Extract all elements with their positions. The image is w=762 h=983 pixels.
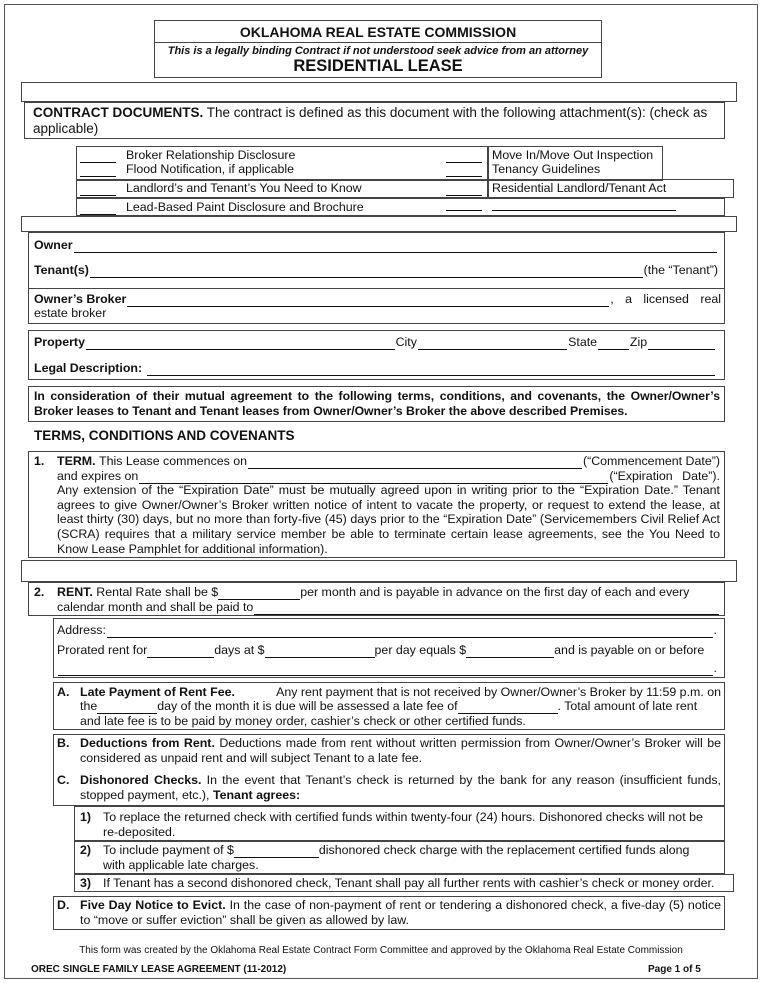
late-fee-the: the xyxy=(80,699,98,713)
deductions-label: Deductions from Rent. xyxy=(80,736,215,750)
prorated-label: Prorated rent for xyxy=(57,643,148,657)
paid-to-input[interactable] xyxy=(254,604,719,615)
page-number: Page 1 of 5 xyxy=(648,964,701,975)
payable-label: and is payable on or before xyxy=(554,643,705,657)
attachment-other[interactable] xyxy=(446,200,676,211)
days-at-label: days at $ xyxy=(214,643,265,657)
terms-heading: TERMS, CONDITIONS AND COVENANTS xyxy=(34,428,295,443)
late-fee-amount-input[interactable] xyxy=(458,703,558,714)
attachment-label: Flood Notification, if applicable xyxy=(126,162,295,176)
attachment-label: Landlord’s and Tenant’s You Need to Know xyxy=(126,181,362,195)
document-title: RESIDENTIAL LEASE xyxy=(293,57,463,75)
checkbox-blank[interactable] xyxy=(80,185,116,196)
property-input[interactable] xyxy=(86,339,395,350)
attachment-label: Lead-Based Paint Disclosure and Brochure xyxy=(126,200,364,214)
late-fee-text-1: Any rent payment that is not received by Owner/Owner’s Broker by 11:59 p.m. on xyxy=(276,685,721,699)
city-input[interactable] xyxy=(418,339,567,350)
legal-description-label: Legal Description: xyxy=(34,361,143,375)
attachment-label: Move In/Move Out Inspection xyxy=(492,148,654,162)
commencement-suffix: (“Commencement Date”) xyxy=(582,454,720,468)
commencement-date-input[interactable] xyxy=(248,458,582,469)
address-label: Address: xyxy=(57,623,106,637)
spacer-box xyxy=(21,216,737,232)
address-line: Address: . xyxy=(57,623,717,637)
legal-description-input[interactable] xyxy=(147,365,715,376)
tenant-field[interactable] xyxy=(34,263,718,278)
dishonored-item-2-text-b: dishonored check charge with the replacement certified funds along xyxy=(318,843,690,857)
checkbox-blank[interactable] xyxy=(446,185,482,196)
dishonored-item-2-line xyxy=(103,843,716,858)
payable-date-input[interactable] xyxy=(58,665,713,676)
checkbox-blank[interactable] xyxy=(80,166,116,177)
rent-rate-line xyxy=(57,585,720,600)
attachment-tenancy-guidelines[interactable] xyxy=(446,162,600,177)
prorated-line xyxy=(57,643,720,658)
late-fee-label: Late Payment of Rent Fee. xyxy=(80,685,235,699)
tenant-label: Tenant(s) xyxy=(34,263,89,277)
late-fee-day-input[interactable] xyxy=(97,703,157,714)
checkbox-blank[interactable] xyxy=(80,152,116,163)
dishonored-item-2-num: 2) xyxy=(80,843,92,857)
contract-documents-text xyxy=(33,105,723,137)
expiration-suffix: (“Expiration Date”). xyxy=(609,469,720,483)
zip-input[interactable] xyxy=(648,339,715,350)
dishonored-item-3-text: If Tenant has a second dishonored check, Tenant shall pay all further rents with cashier’s check or money order. xyxy=(103,876,715,890)
header-box xyxy=(154,20,602,78)
dishonored-item-1-text: To replace the returned check with certified funds within twenty-four (24) hours. Dishonored checks will not be re-deposited. xyxy=(103,810,703,839)
contract-documents-description: The contract is defined as this document with the following attachment(s): (check as applicable) xyxy=(33,105,708,136)
attachment-move-in-out[interactable] xyxy=(446,148,653,163)
term-body: Any extension of the “Expiration Date” must be mutually agreed upon in writing prior to the “Expiration Date.” Tenant agrees to give Owner/Owner’s Broker written notice of intent to vacate the property, or request to extend the lease, at least thirty (30) days, but no more than forty-five (45) days prior to the “Expiration Date” (Servicemembers Civil Relief Act (SCRA) requires that a military service member be able to terminate certain lease agreements, see the You Need to Know Lease Pamphlet for additional information). xyxy=(57,483,720,556)
dishonored-item-1-num: 1) xyxy=(80,810,92,824)
tenant-suffix: (the “Tenant”) xyxy=(643,263,718,277)
rent-rate-text: Rental Rate shall be $ xyxy=(96,585,219,599)
checkbox-blank[interactable] xyxy=(446,152,482,163)
commences-text: This Lease commences on xyxy=(99,454,248,468)
term-label: TERM. xyxy=(57,454,96,468)
prorated-days-input[interactable] xyxy=(147,647,214,658)
owner-label: Owner xyxy=(34,238,73,252)
attachment-label: Tenancy Guidelines xyxy=(492,162,601,176)
dishonored-item-3-num: 3) xyxy=(80,876,92,890)
other-attachment-field[interactable] xyxy=(492,200,676,211)
checkbox-blank[interactable] xyxy=(446,200,482,211)
evict-letter: D. xyxy=(57,898,70,912)
dishonored-item-2-text-c: with applicable late charges. xyxy=(103,858,259,872)
broker-label: Owner’s Broker xyxy=(34,292,127,306)
city-label: City xyxy=(395,335,417,349)
paid-to-line xyxy=(57,600,720,615)
late-fee-letter: A. xyxy=(57,685,70,699)
broker-suffix-2: estate broker xyxy=(34,306,107,320)
dishonored-text xyxy=(80,773,721,802)
late-fee-line-2 xyxy=(80,699,721,714)
payable-date-line: . xyxy=(57,661,717,676)
spacer-box xyxy=(21,560,737,582)
expires-text: and expires on xyxy=(57,469,139,483)
attachment-landlord-tenant-act[interactable] xyxy=(446,181,666,196)
owner-field[interactable] xyxy=(34,238,718,253)
attachment-label: Residential Landlord/Tenant Act xyxy=(492,181,667,195)
broker-suffix: , a licensed real xyxy=(610,292,721,306)
per-day-label: per day equals $ xyxy=(374,643,467,657)
property-line xyxy=(34,335,716,350)
legal-description-field[interactable] xyxy=(34,361,716,376)
state-label: State xyxy=(568,335,598,349)
per-day-amount-input[interactable] xyxy=(265,647,375,658)
checkbox-blank[interactable] xyxy=(80,204,116,215)
rent-amount-input[interactable] xyxy=(218,589,300,600)
checkbox-blank[interactable] xyxy=(446,166,482,177)
state-input[interactable] xyxy=(598,339,629,350)
tenant-input[interactable] xyxy=(90,267,643,278)
footer-note: This form was created by the Oklahoma Real Estate Contract Form Committee and approved by the Oklahoma Real Estate Commission xyxy=(79,945,683,956)
prorated-total-input[interactable] xyxy=(466,647,554,658)
tenant-agrees: Tenant agrees: xyxy=(212,787,301,802)
rent-rate-after: per month and is payable in advance on the first day of each and every xyxy=(300,585,690,599)
deductions-text xyxy=(80,736,721,765)
dishonored-body: In the event that Tenant’s check is returned by the bank for any reason (insufficient funds, stopped payment, etc.), xyxy=(80,773,721,802)
evict-label: Five Day Notice to Evict. xyxy=(80,898,226,912)
deductions-body: Deductions made from rent without written permission from Owner/Owner’s Broker will be considered as unpaid rent and will subject Tenant to a late fee. xyxy=(80,736,721,765)
late-fee-line-3: and late fee is to be paid by money order, cashier’s check or other certified funds. xyxy=(80,714,526,728)
expiration-date-input[interactable] xyxy=(139,473,608,484)
expiration-line xyxy=(57,469,720,484)
dishonored-charge-input[interactable] xyxy=(234,847,319,858)
legal-warning: This is a legally binding Contract if not understood seek advice from an attorney xyxy=(167,45,589,57)
evict-text xyxy=(80,898,721,927)
term-number: 1. xyxy=(34,454,45,468)
owner-input[interactable] xyxy=(74,242,717,253)
late-fee-line-1 xyxy=(80,685,721,700)
consideration-text: In consideration of their mutual agreement to the following terms, conditions, and covenants, the Owner/Owner’s Broker leases to Tenant and Tenant leases from Owner/Owner’s Broker the above described Premises. xyxy=(34,389,720,418)
evict-body: In the case of non-payment of rent or tendering a dishonored check, a five-day (5) notice to “move or suffer eviction” shall be given as allowed by law. xyxy=(80,898,721,927)
property-label: Property xyxy=(34,335,85,349)
broker-field[interactable] xyxy=(34,292,721,307)
contract-documents-heading: CONTRACT DOCUMENTS. xyxy=(33,105,204,120)
address-input[interactable] xyxy=(107,627,713,638)
deductions-letter: B. xyxy=(57,736,70,750)
attachment-flood-notification[interactable] xyxy=(80,162,294,177)
dishonored-letter: C. xyxy=(57,773,70,787)
dishonored-item-2-text-a: To include payment of $ xyxy=(103,843,234,857)
late-fee-text-2: day of the month it is due will be assessed a late fee of xyxy=(157,699,458,713)
rent-label: RENT. xyxy=(57,585,93,599)
dishonored-label: Dishonored Checks. xyxy=(80,773,202,787)
commission-name: OKLAHOMA REAL ESTATE COMMISSION xyxy=(239,24,517,40)
attachment-label: Broker Relationship Disclosure xyxy=(126,148,296,162)
paid-to-text: calendar month and shall be paid to xyxy=(57,600,254,614)
form-id: OREC SINGLE FAMILY LEASE AGREEMENT (11-2012) xyxy=(31,964,287,975)
zip-label: Zip xyxy=(629,335,648,349)
late-fee-text-2b: . Total amount of late rent xyxy=(557,699,698,713)
attachment-you-need-to-know[interactable] xyxy=(80,181,362,196)
spacer-box xyxy=(21,82,737,102)
rent-number: 2. xyxy=(34,585,45,599)
attachment-lead-paint[interactable] xyxy=(80,200,364,215)
commencement-line xyxy=(57,454,720,469)
broker-input[interactable] xyxy=(127,296,609,307)
attachment-broker-relationship[interactable] xyxy=(80,148,295,163)
